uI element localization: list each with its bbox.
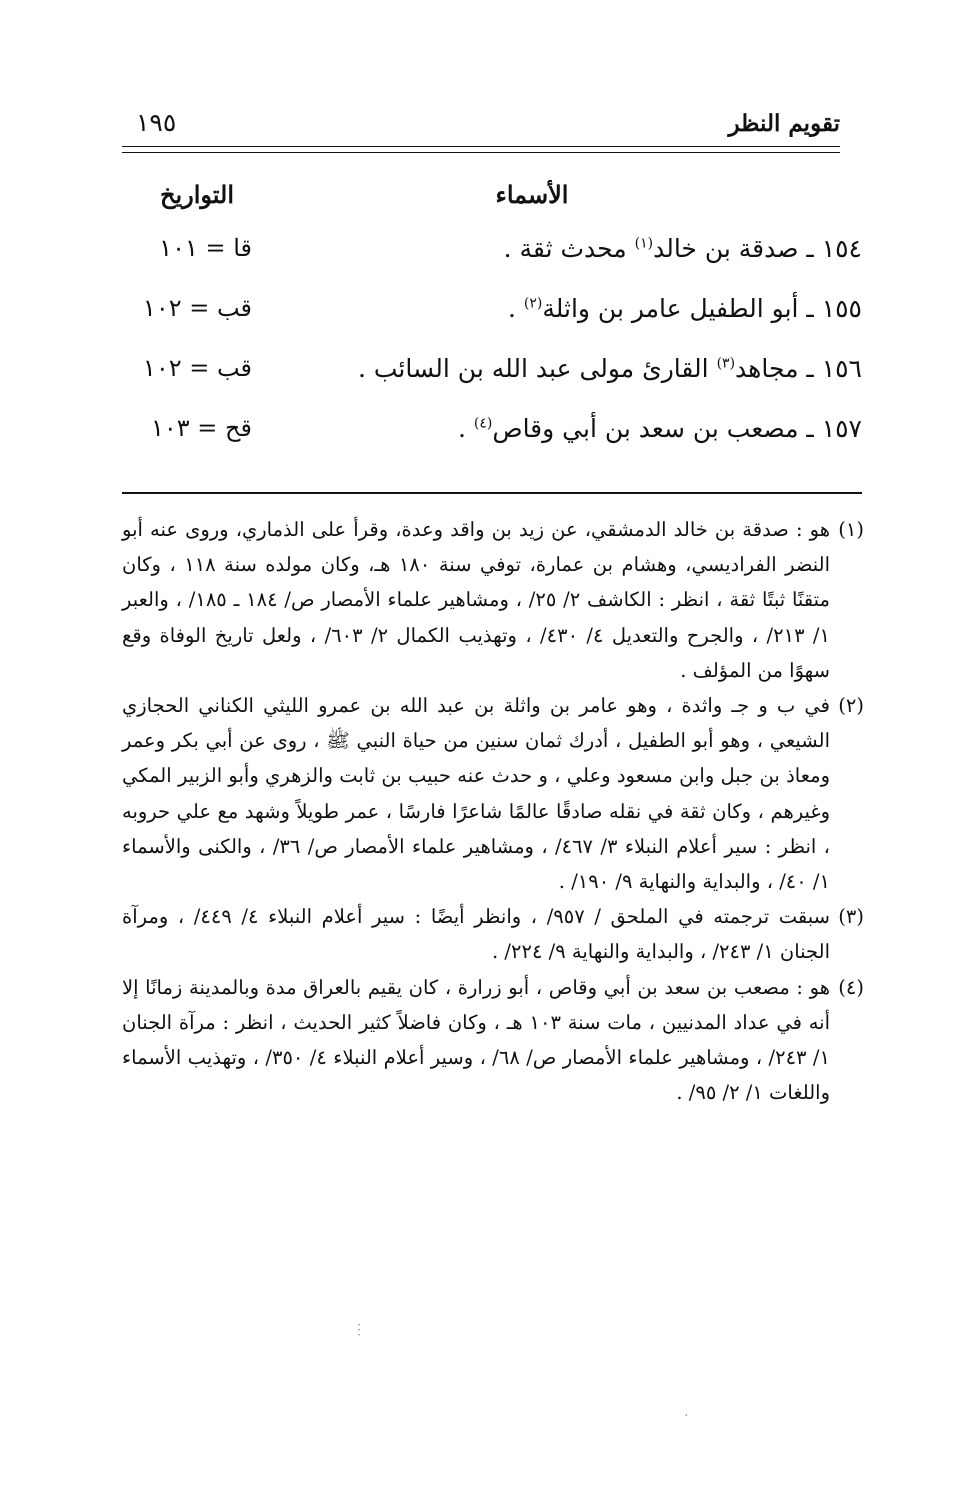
footnote-ref[interactable]: (١) xyxy=(634,235,654,252)
table-row xyxy=(122,342,862,402)
entry-date: قا = ١٠١ xyxy=(159,234,252,262)
entry-name: ١٥٧ ـ مصعب بن سعد بن أبي وقاص$^{(٤)}$ . xyxy=(457,414,862,443)
footnote-text: هو : مصعب بن سعد بن أبي وقاص ، أبو زرارة ، كان يقيم بالعراق مدة وبالمدينة زمانًا إلا أنه في عداد المدنيين ، مات سنة ١٠٣ هـ ، وكان فاضلاً كثير الحديث ، انظر : مرآة الجنان ١/ ٢٤٣/ ، ومشاهير علماء الأمصار ص/ ٦٨/ ، وسير أعلام النبلاء ٤/ ٣٥٠/ ، وتهذيب الأسماء واللغات ١/ ٢/ ٩٥/ . xyxy=(122,975,831,1105)
footnote xyxy=(122,512,864,688)
entry-name: ١٥٤ ـ صدقة بن خالد$^{(١)}$ محدث ثقة . xyxy=(503,234,862,263)
footnote xyxy=(122,688,864,899)
table-row xyxy=(122,222,862,282)
scan-speck: · xyxy=(684,1408,689,1424)
running-header xyxy=(122,108,840,142)
footnote-text: في ب و جـ واثدة ، وهو عامر بن واثلة بن عبد الله بن عمرو الليثي الكناني الحجازي الشيعي ، وهو أبو الطفيل ، أدرك ثمان سنين من حياة النبي ﷺ ، روى عن أبي بكر وعمر ومعاذ بن جبل وابن مسعود وعلي ، و حدث عنه حبيب بن ثابت والزهري وأبو الزبير المكي وغيرهم ، وكان ثقة في نقله صادقًا عالمًا شاعرًا فارسًا ، عمر طويلاً وشهد مع علي حروبه ، انظر : سير أعلام النبلاء ٣/ ٤٦٧/ ، ومشاهير علماء الأمصار ص/ ٣٦/ ، والكنى والأسماء ١/ ٤٠/ ، والبداية والنهاية ٩/ ١٩٠/ . xyxy=(122,694,830,894)
footnote-ref[interactable]: (٣) xyxy=(716,355,736,372)
header-double-rule xyxy=(122,146,840,153)
entry-name: ١٥٥ ـ أبو الطفيل عامر بن واثلة$^{(٢)}$ . xyxy=(507,294,862,323)
footnote-text: سبقت ترجمته في الملحق / ٩٥٧/ ، وانظر أيضًا : سير أعلام النبلاء ٤/ ٤٤٩/ ، ومرآة الجنان ١/ ٢٤٣/ ، والبداية والنهاية ٩/ ٢٢٤/ . xyxy=(122,905,830,964)
entry-date: قح = ١٠٣ xyxy=(150,414,252,442)
entry-date: قب = ١٠٢ xyxy=(142,294,252,322)
entry-name: ١٥٦ ـ مجاهد$^{(٣)}$ القارئ مولى عبد الله بن السائب . xyxy=(357,354,862,383)
running-title: تقويم النظر xyxy=(728,110,840,137)
table-header xyxy=(122,180,862,222)
footnote-number: (٢) xyxy=(838,694,864,718)
footnotes xyxy=(122,512,864,1110)
footnote xyxy=(122,970,864,1111)
footnote-number: (٣) xyxy=(838,905,864,929)
page-number: ١٩٥ xyxy=(136,108,177,137)
table-row xyxy=(122,282,862,342)
entry-date: قب = ١٠٢ xyxy=(142,354,252,382)
footnote-separator-rule xyxy=(122,492,862,494)
footnote-text: هو : صدقة بن خالد الدمشقي، عن زيد بن واقد وعدة، وقرأ على الذماري، وروى عنه أبو النضر الفراديسي، وهشام بن عمارة، توفي سنة ١٨٠ هـ، وكان مولده سنة ١١٨ ، وكان متقنًا ثبتًا ثقة ، انظر : الكاشف ٢/ ٢٥/ ، ومشاهير علماء الأمصار ص/ ١٨٤ ـ ١٨٥/ ، والعبر ١/ ٢١٣/ ، والجرح والتعديل ٤/ ٤٣٠/ ، وتهذيب الكمال ٢/ ٦٠٣/ ، ولعل تاريخ الوفاة وقع سهوًا من المؤلف . xyxy=(122,518,831,682)
dates-column-header: التواريخ xyxy=(159,180,235,209)
table-row xyxy=(122,402,862,462)
footnote-ref[interactable]: (٢) xyxy=(523,295,543,312)
footnote-number: (٤) xyxy=(838,975,864,999)
names-column-header: الأسماء xyxy=(495,180,569,209)
names-dates-table xyxy=(122,180,862,462)
footnote-number: (١) xyxy=(838,518,864,541)
footnote xyxy=(122,899,864,969)
footnote-ref[interactable]: (٤) xyxy=(473,415,493,432)
scan-speck: ⋮ xyxy=(352,1322,366,1338)
